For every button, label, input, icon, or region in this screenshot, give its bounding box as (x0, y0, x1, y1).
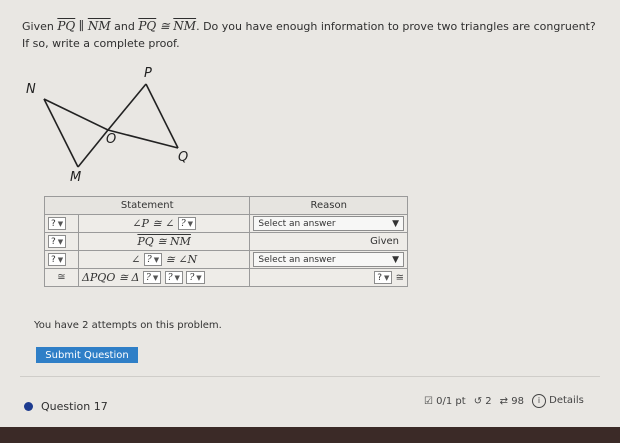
label-o: O (106, 132, 117, 147)
row-2-statement: PQ ≅ NM (137, 235, 191, 248)
row-3-angle-prefix: ∠ (131, 252, 141, 266)
label-p: P (144, 66, 152, 81)
divider (20, 376, 600, 377)
label-n: N (26, 82, 36, 97)
segment-o-p (108, 84, 146, 130)
question-label: Question 17 (41, 400, 108, 413)
proof-row (45, 215, 408, 233)
proof-row (45, 233, 408, 251)
row-4-reason-cong: ≅ (395, 272, 404, 284)
row-1-angle-select[interactable]: ? ▼ (178, 217, 196, 230)
question-meta (424, 394, 584, 408)
score-item (424, 396, 466, 407)
label-q: Q (178, 150, 189, 165)
segment-n-m (44, 99, 78, 167)
row-2-reason: Given (250, 233, 408, 251)
segment-p-q (146, 84, 178, 148)
retries-item (474, 396, 492, 407)
score-text: 0/1 pt (436, 395, 466, 407)
row-4-reason-select[interactable]: ? ▼ (374, 271, 392, 284)
geometry-figure (18, 64, 198, 189)
submit-question-button[interactable]: Submit Question (36, 347, 138, 363)
prompt-given-word: Given (22, 20, 54, 33)
chevron-down-icon: ▼ (392, 218, 399, 229)
attempts-left-text: 98 (511, 395, 524, 407)
segment-nm: NM (87, 19, 111, 33)
row-4-vertex-2-select[interactable]: ? ▼ (165, 271, 183, 284)
details-text: Details (549, 395, 584, 406)
question-indicator[interactable] (24, 400, 108, 413)
reason-header: Reason (250, 197, 408, 215)
row-1-type-select[interactable]: ? ▼ (48, 217, 66, 230)
row-1-statement: ∠P ≅ ∠ (132, 216, 175, 230)
undo-icon: ↺ (473, 395, 483, 407)
row-1-reason-select[interactable]: Select an answer ▼ (253, 216, 404, 231)
proof-header-row (45, 197, 408, 215)
proof-row (45, 251, 408, 269)
segment-nm-2: NM (173, 19, 197, 33)
checkbox-icon: ☑ (424, 395, 433, 407)
repeat-icon: ⇄ (499, 395, 509, 407)
row-4-type: ≅ (45, 269, 79, 287)
segment-pq-2: PQ (138, 19, 157, 33)
prompt-question: . Do you have enough information to prove two triangles are congruent? (196, 20, 596, 33)
row-3-angle-select[interactable]: ? ▼ (144, 253, 162, 266)
prompt-and: and (114, 20, 135, 33)
segment-n-o (44, 99, 108, 130)
segment-o-q (108, 130, 178, 148)
row-4-vertex-3-select[interactable]: ? ▼ (186, 271, 204, 284)
row-4-vertex-1-select[interactable]: ? ▼ (143, 271, 161, 284)
info-icon: i (532, 394, 546, 408)
row-2-type-select[interactable]: ? ▼ (48, 235, 66, 248)
row-3-angle-suffix: ≅ ∠N (165, 252, 198, 266)
chevron-down-icon: ▼ (392, 254, 399, 265)
proof-row (45, 269, 408, 287)
label-m: M (70, 170, 82, 185)
prompt-line-2: If so, write a complete proof. (22, 37, 180, 50)
bottom-bar (0, 427, 620, 443)
statement-header: Statement (45, 197, 250, 215)
congruent-symbol: ≅ (159, 19, 170, 33)
row-4-statement: ΔPQO ≅ Δ (81, 270, 140, 284)
parallel-symbol: ∥ (78, 19, 85, 33)
segment-m-o (78, 130, 108, 167)
row-3-type-select[interactable]: ? ▼ (48, 253, 66, 266)
segment-pq: PQ (57, 19, 76, 33)
status-dot-icon (24, 402, 33, 411)
attempts-item (500, 396, 524, 407)
question-prompt (22, 18, 612, 52)
attempts-text: You have 2 attempts on this problem. (34, 320, 222, 331)
details-link[interactable] (532, 394, 584, 408)
row-3-reason-select[interactable]: Select an answer ▼ (253, 252, 404, 267)
triangle-diagram (18, 64, 198, 189)
retries-text: 2 (485, 395, 492, 407)
proof-table (44, 196, 408, 287)
